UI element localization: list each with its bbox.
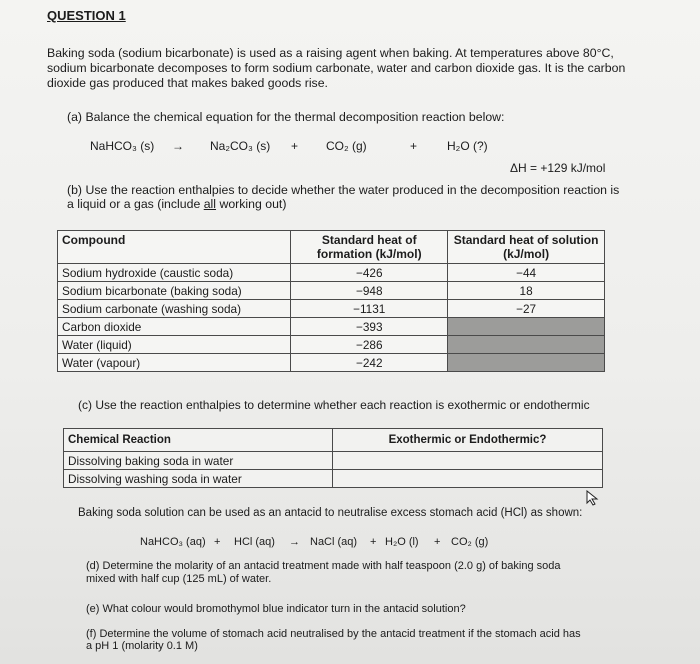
eq2-co2: CO₂ (g) <box>451 536 489 548</box>
part-d-text: (d) Determine the molarity of an antacid treatment made with half teaspoon (2.0 g) of baking soda mixed with half cup (125 mL) of water. <box>86 560 561 585</box>
reaction-cell: Dissolving washing soda in water <box>64 470 333 488</box>
eq2-nacl: NaCl (aq) <box>310 536 358 548</box>
eq1-product-water: H₂O (?) <box>447 139 488 153</box>
header-heat-solution: Standard heat of solution (kJ/mol) <box>448 231 605 264</box>
eq2-plus-2: + <box>370 536 377 548</box>
formation-cell: −1131 <box>291 300 448 318</box>
table-row <box>58 264 605 282</box>
answer-cell[interactable] <box>333 470 603 488</box>
formation-cell: −393 <box>291 318 448 336</box>
eq1-plus-2: + <box>410 139 418 153</box>
part-b-text <box>67 183 627 211</box>
table-row <box>58 336 605 354</box>
formation-cell: −242 <box>291 354 448 372</box>
enthalpy-value: ΔH = +129 kJ/mol <box>510 161 606 175</box>
cursor-arrow-icon <box>586 490 600 510</box>
header-heat-formation: Standard heat of formation (kJ/mol) <box>291 231 448 264</box>
formation-cell: −286 <box>291 336 448 354</box>
part-f-text: (f) Determine the volume of stomach acid neutralised by the antacid treatment if the stomach acid has a pH 1 (molarity 0.1 M) <box>86 628 581 652</box>
eq2-water: H₂O (l) <box>385 536 419 548</box>
eq1-arrow: → <box>172 139 184 153</box>
reaction-table-header-row <box>64 429 603 452</box>
formation-cell: −426 <box>291 264 448 282</box>
header-compound: Compound <box>58 231 291 264</box>
table-row <box>58 300 605 318</box>
part-c-text: (c) Use the reaction enthalpies to determine whether each reaction is exothermic or endothermic <box>78 398 590 412</box>
question-heading: QUESTION 1 <box>47 8 126 23</box>
compound-cell: Sodium carbonate (washing soda) <box>58 300 291 318</box>
eq2-plus-1: + <box>214 536 221 548</box>
answer-cell[interactable] <box>333 452 603 470</box>
table-row <box>58 318 605 336</box>
part-a-text: (a) Balance the chemical equation for the thermal decomposition reaction below: <box>67 110 505 124</box>
solution-cell: −27 <box>448 300 605 318</box>
compound-cell: Sodium hydroxide (caustic soda) <box>58 264 291 282</box>
part-b-suffix: working out) <box>216 197 287 211</box>
eq2-hcl: HCl (aq) <box>234 536 275 548</box>
eq2-arrow: → <box>289 536 300 548</box>
solution-cell: 18 <box>448 282 605 300</box>
reaction-cell: Dissolving baking soda in water <box>64 452 333 470</box>
reaction-table <box>63 428 603 488</box>
table-row <box>64 452 603 470</box>
eq2-plus-3: + <box>434 536 441 548</box>
eq2-bicarbonate: NaHCO₃ (aq) <box>140 536 206 548</box>
part-b-emphasis: all <box>203 197 217 211</box>
eq1-product-sodium-carbonate: Na₂CO₃ (s) <box>210 139 271 153</box>
part-e-text: (e) What colour would bromothymol blue indicator turn in the antacid solution? <box>86 603 466 615</box>
table-row <box>58 354 605 372</box>
heat-table-header-row <box>58 231 605 264</box>
eq1-plus-1: + <box>291 139 299 153</box>
part-b-prefix: (b) Use the reaction enthalpies to decide whether the water produced in the decomposition reaction is a liquid or a gas (include <box>67 183 620 211</box>
heat-table <box>57 230 605 372</box>
compound-cell: Carbon dioxide <box>58 318 291 336</box>
table-row <box>58 282 605 300</box>
solution-cell: −44 <box>448 264 605 282</box>
formation-cell: −948 <box>291 282 448 300</box>
header-exo-endo: Exothermic or Endothermic? <box>333 429 603 452</box>
solution-cell-shaded <box>448 336 605 354</box>
table-row <box>64 470 603 488</box>
compound-cell: Water (liquid) <box>58 336 291 354</box>
compound-cell: Water (vapour) <box>58 354 291 372</box>
compound-cell: Sodium bicarbonate (baking soda) <box>58 282 291 300</box>
header-chemical-reaction: Chemical Reaction <box>64 429 333 452</box>
eq1-reactant: NaHCO₃ (s) <box>90 139 155 153</box>
intro-paragraph: Baking soda (sodium bicarbonate) is used as a raising agent when baking. At temperatures above 80°C, sodium bicarbonate decomposes to form sodium carbonate, water and carbon dioxide gas. It is the carbon dioxide gas produced that makes baked goods rise. <box>47 46 626 90</box>
solution-cell-shaded <box>448 318 605 336</box>
solution-cell-shaded <box>448 354 605 372</box>
antacid-paragraph: Baking soda solution can be used as an antacid to neutralise excess stomach acid (HCl) as shown: <box>78 507 583 519</box>
eq1-product-co2: CO₂ (g) <box>326 139 367 153</box>
